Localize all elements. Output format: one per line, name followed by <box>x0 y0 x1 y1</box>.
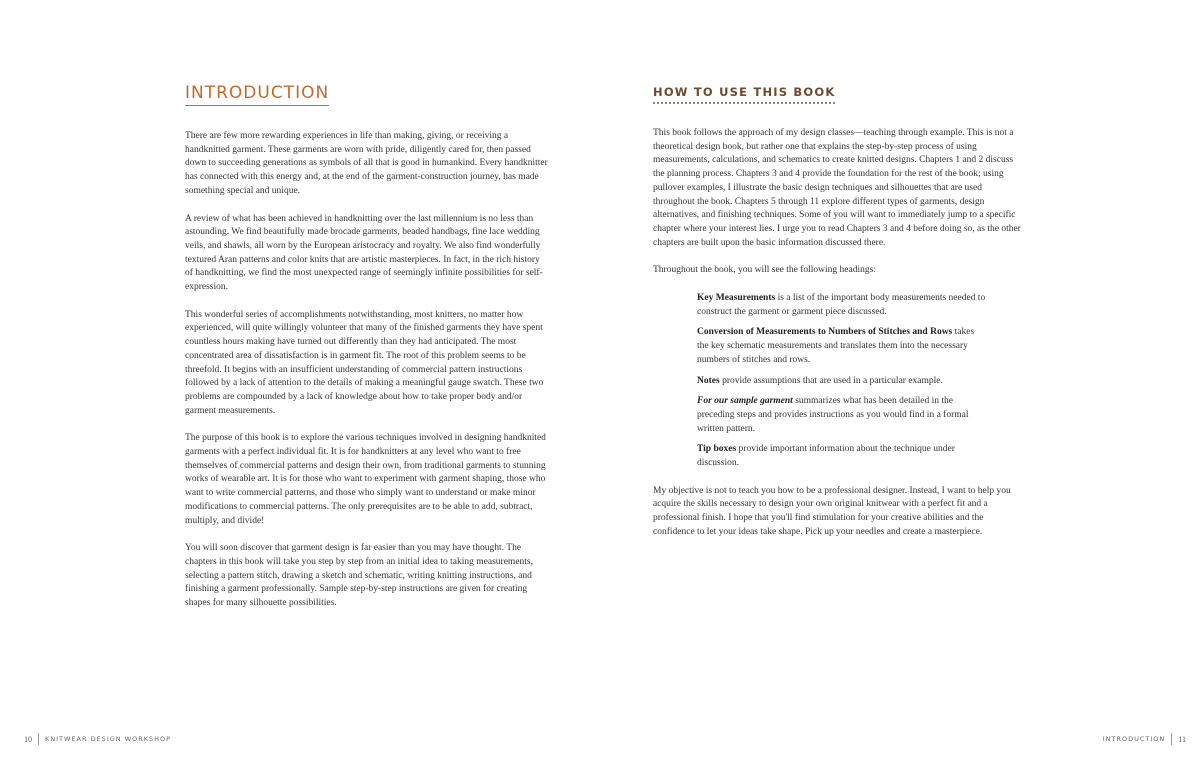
closing-paragraph: My objective is not to teach you how to be a professional designer. Instead, I want to help you acquire the skills necessary to design your own original knitwear with a perfect fit and a professional finish. I hope that you'll find stimulation for your creative abilities and the confidence to let your ideas take shape. Pick up your needles and create a masterpiece. <box>653 485 1011 537</box>
heading-term: Key Measurements <box>697 293 776 304</box>
intro-body <box>185 130 550 625</box>
heading-description: is a list of the important body measurements needed to construct the garment or garment piece discussed. <box>697 293 986 317</box>
headings-list <box>697 292 987 471</box>
footer-right <box>1103 733 1186 745</box>
page-number: 10 <box>24 734 32 744</box>
howto-body <box>653 127 1021 554</box>
intro-paragraph-1: There are few more rewarding experiences in life than making, giving, or receiving a handknitted garment. These garments are worn with pride, diligently cared for, then passed down to succeeding generations as symbols of all that is good in humankind. Every handknitter has connected with this energy and, at the end of the garment-construction journey, has made something special and unique. <box>185 131 548 196</box>
heading-item <box>697 443 987 470</box>
howto-paragraph-1: This book follows the approach of my design classes—teaching through example. This is not a theoretical design book, but rather one that explains the step-by-step process of using measurements, calculations, and schematics to create knitted designs. Chapters 1 and 2 discuss the planning process. Chapters 3 and 4 provide the foundation for the rest of the book; using pullover examples, I illustrate the basic design techniques and silhouettes that are used throughout the book. Chapters 5 through 11 explore different types of garments, design alternatives, and finishing techniques. Some of you will want to immediately jump to a specific chapter where your interest lies. I urge you to read Chapters 3 and 4 before doing so, as the other chapters are built upon the basic information discussed there. <box>653 128 1021 248</box>
heading-item <box>697 395 987 436</box>
page-title: INTRODUCTION <box>185 83 329 106</box>
heading-item <box>697 375 987 389</box>
running-head: INTRODUCTION <box>1102 735 1166 743</box>
heading-term: Notes <box>697 375 720 386</box>
footer-divider <box>38 733 39 745</box>
intro-paragraph-5: You will soon discover that garment design is far easier than you may have thought. The chapters in this book will take you step by step from an initial idea to taking measurements, selecting a pattern stitch, drawing a sketch and schematic, writing knitting instructions, and finishing a garment professionally. Sample step-by-step instructions are given for creating shapes for many silhouette possibilities. <box>185 543 533 609</box>
right-page <box>600 0 1200 776</box>
heading-term: For our sample garment <box>697 396 793 407</box>
heading-description: provide assumptions that are used in a particular example. <box>719 375 943 386</box>
section-heading: HOW TO USE THIS BOOK <box>653 85 835 104</box>
intro-paragraph-2: A review of what has been achieved in handknitting over the last millennium is no less than astounding. We find beautifully made brocade garments, beaded handbags, fine lace wedding veils, and shawls, all worn by the European aristocracy and royalty. We also find wonderfully textured Aran patterns and color knits that are artistic masterpieces. In fact, in the rich history of handknitting, we find the most unexpected range of seemingly infinite possibilities for self-expression. <box>185 213 543 293</box>
heading-item <box>697 326 987 367</box>
page-number: 11 <box>1178 734 1186 744</box>
heading-term: Conversion of Measurements to Numbers of Stitches and Rows <box>697 327 953 338</box>
intro-paragraph-4: The purpose of this book is to explore the various techniques involved in designing handknited garments with a perfect individual fit. It is for handknitters at any level who want to free themselves of commercial patterns and design their own, from traditional garments to stunning works of wearable art. It is for those who want to experiment with garment shaping, those who want to write commercial patterns, and those who simply want to understand or make minor modifications to commercial patterns. The only prerequisites are to be able to add, subtract, multiply, and divide! <box>185 433 546 526</box>
howto-paragraph-2: Throughout the book, you will see the following headings: <box>653 265 876 276</box>
heading-term: Tip boxes <box>697 444 737 455</box>
heading-description: summarizes what has been detailed in the preceding steps and provides instructions as you would find in a formal written pattern. <box>697 396 969 434</box>
heading-description: provide important information about the technique under discussion. <box>697 444 955 469</box>
intro-paragraph-3: This wonderful series of accomplishments notwithstanding, most knitters, no matter how experienced, will quite willingly volunteer that many of the finished garments they have spent countless hours making have turned out differently than they had anticipated. The most concentrated area of dissatisfaction is in garment fit. The root of this problem seems to be threefold. It begins with an insufficient understanding of commercial pattern instructions followed by a lack of attention to the details of making a meaningful gauge swatch. These two problems are compounded by a lack of knowledge about how to take proper body and/or garment measurements. <box>185 309 544 416</box>
heading-description: takes the key schematic measurements and translates them into the necessary numbers of stitches and rows. <box>697 327 975 365</box>
footer-left <box>24 733 171 745</box>
heading-item <box>697 292 987 319</box>
footer-divider <box>1171 733 1172 745</box>
running-head: KNITWEAR DESIGN WORKSHOP <box>45 735 172 743</box>
